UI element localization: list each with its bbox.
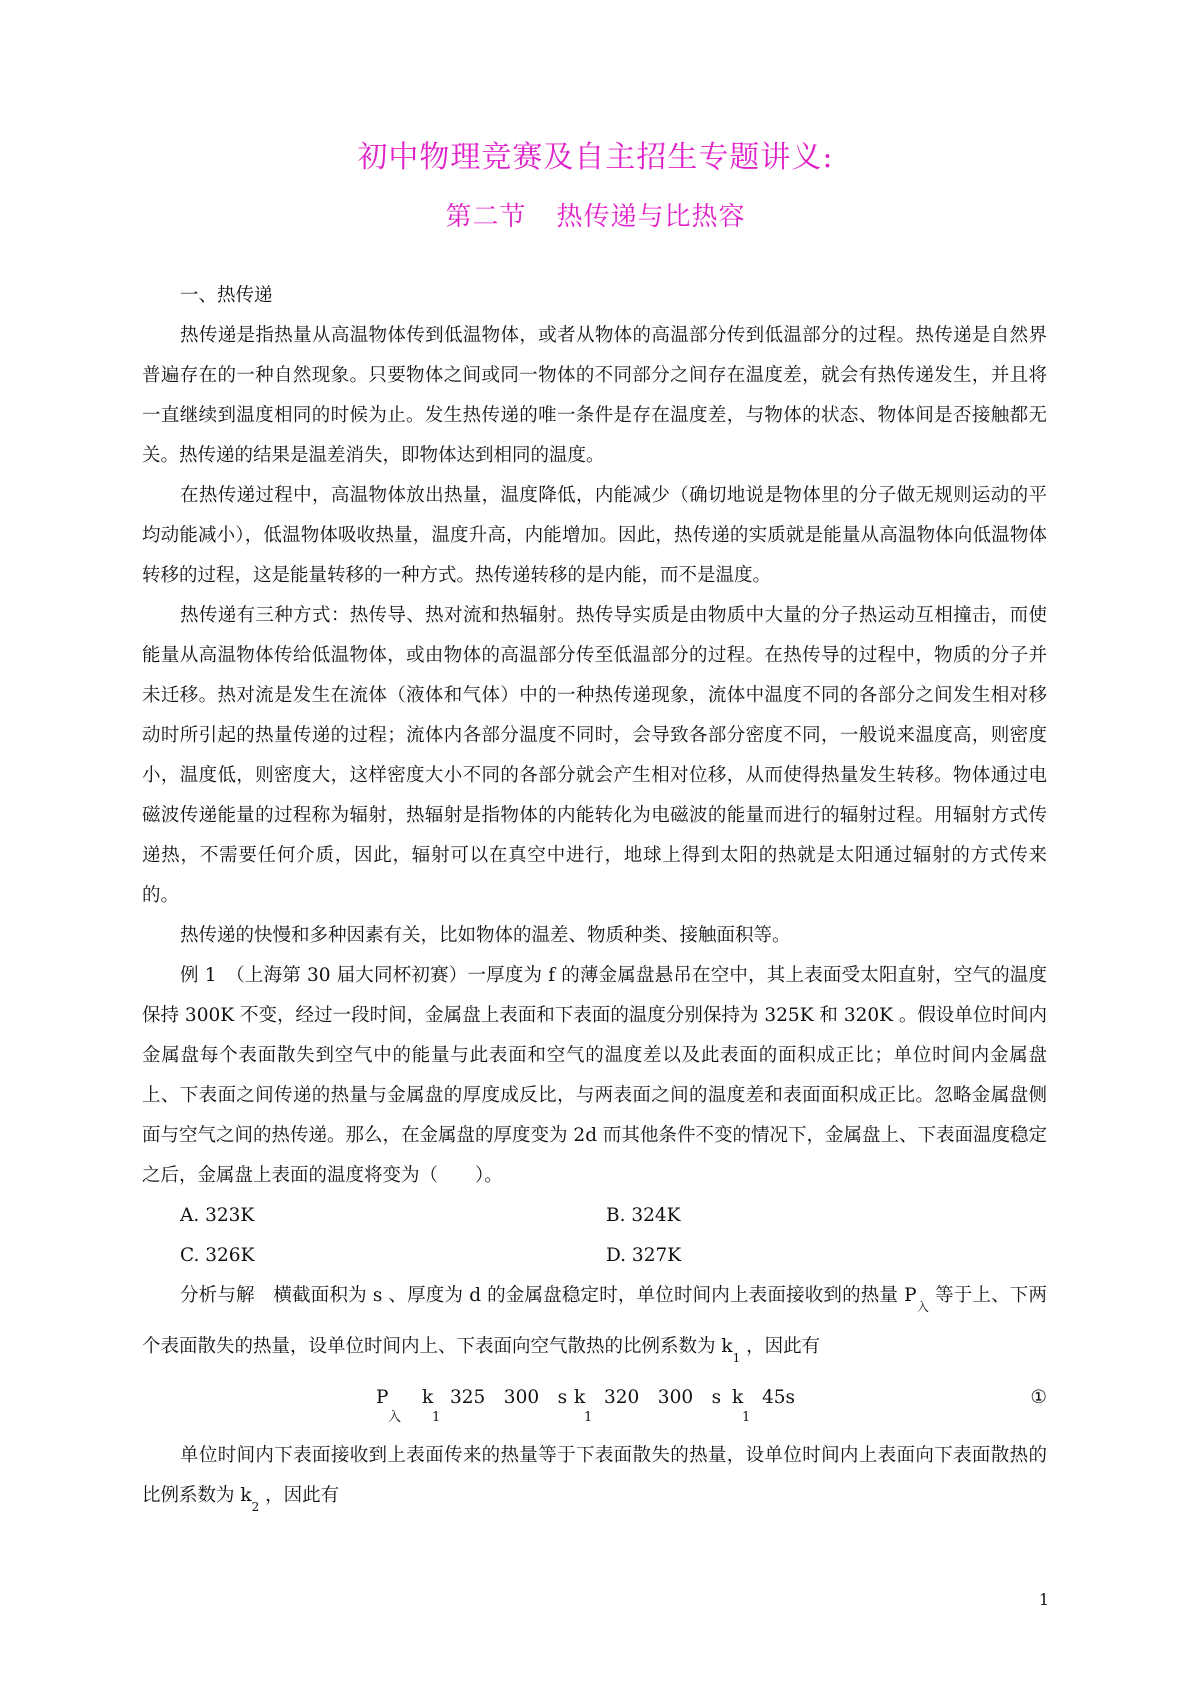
- options-row-2: [142, 1236, 1047, 1276]
- content-body: [142, 276, 1047, 1527]
- option-a: A. 323K: [180, 1205, 255, 1226]
- after-formula-paragraph: 单位时间内下表面接收到上表面传来的热量等于下表面散失的热量，设单位时间内上表面向下表面散热的比例系数为 $k_2$ ，因此有: [142, 1445, 1047, 1514]
- paragraph-essence: 在热传递过程中，高温物体放出热量，温度降低，内能减少（确切地说是物体里的分子做无规则运动的平均动能减小），低温物体吸收热量，温度升高，内能增加。因此，热传递的实质就是能量从高温物体向低温物体转移的过程，这是能量转移的一种方式。热传递转移的是内能，而不是温度。: [142, 485, 1047, 586]
- paragraph-definition: 热传递是指热量从高温物体传到低温物体，或者从物体的高温部分传到低温部分的过程。热传递是自然界普遍存在的一种自然现象。只要物体之间或同一物体的不同部分之间存在温度差，就会有热传递发生，并且将一直继续到温度相同的时候为止。发生热传递的唯一条件是存在温度差，与物体的状态、物体间是否接触都无关。热传递的结果是温差消失，即物体达到相同的温度。: [142, 325, 1047, 466]
- document-title: 初中物理竞赛及自主招生专题讲义:: [357, 140, 834, 175]
- formula-1: P 入 k 1 325 300 s k 1 320 300 s k 1 45s ①: [142, 1378, 1047, 1436]
- paragraph-methods: 热传递有三种方式：热传导、热对流和热辐射。热传导实质是由物质中大量的分子热运动互相撞击，而使能量从高温物体传给低温物体，或由物体的高温部分传至低温部分的过程。在热传导的过程中，物质的分子并未迁移。热对流是发生在流体（液体和气体）中的一种热传递现象，流体中温度不同的各部分之间发生相对移动时所引起的热量传递的过程；流体内各部分温度不同时，会导致各部分密度不同，一般说来温度高，则密度小，温度低，则密度大，这样密度大小不同的各部分就会产生相对位移，从而使得热量发生转移。物体通过电磁波传递能量的过程称为辐射，热辐射是指物体的内能转化为电磁波的能量而进行的辐射过程。用辐射方式传递热，不需要任何介质，因此，辐射可以在真空中进行，地球上得到太阳的热就是太阳通过辐射的方式传来的。: [142, 605, 1047, 906]
- option-d: D. 327K: [606, 1245, 682, 1266]
- section-title: [0, 196, 1191, 233]
- section-name: 热传递与比热容: [556, 202, 746, 232]
- example-1: 例 1 （上海第 30 届大同杯初赛）一厚度为 f 的薄金属盘悬吊在空中，其上表面受太阳直射，空气的温度保持 300K 不变，经过一段时间，金属盘上表面和下表面的温度分别保持为 325K 和 320K 。假设单位时间内金属盘每个表面散失到空气中的能量与此表面和空气的温度差以及此表面的面积成正比；单位时间内金属盘上、下表面之间传递的热量与金属盘的厚度成反比，与两表面之间的温度差和表面面积成正比。忽略金属盘侧面与空气之间的热传递。那么，在金属盘的厚度变为 2d 而其他条件不变的情况下，金属盘上、下表面温度稳定之后，金属盘上表面的温度将变为（ ）。: [142, 965, 1047, 1186]
- option-c: C. 326K: [180, 1245, 255, 1266]
- analysis-paragraph: 分析与解 横截面积为 s 、厚度为 d 的金属盘稳定时，单位时间内上表面接收到的热量 $P_入$ 等于上、下两个表面散失的热量，设单位时间内上、下表面向空气散热的比例系数为 $k_1$ ，因此有: [142, 1285, 1047, 1365]
- options-row-1: [142, 1196, 1047, 1236]
- option-b: B. 324K: [606, 1205, 681, 1226]
- equation-number: ①: [1030, 1387, 1047, 1408]
- heading-heat-transfer: 一、热传递: [180, 285, 273, 306]
- section-number: 第二节: [445, 202, 527, 232]
- page-number: 1: [1038, 1590, 1049, 1609]
- paragraph-factors: 热传递的快慢和多种因素有关，比如物体的温差、物质种类、接触面积等。: [180, 925, 791, 946]
